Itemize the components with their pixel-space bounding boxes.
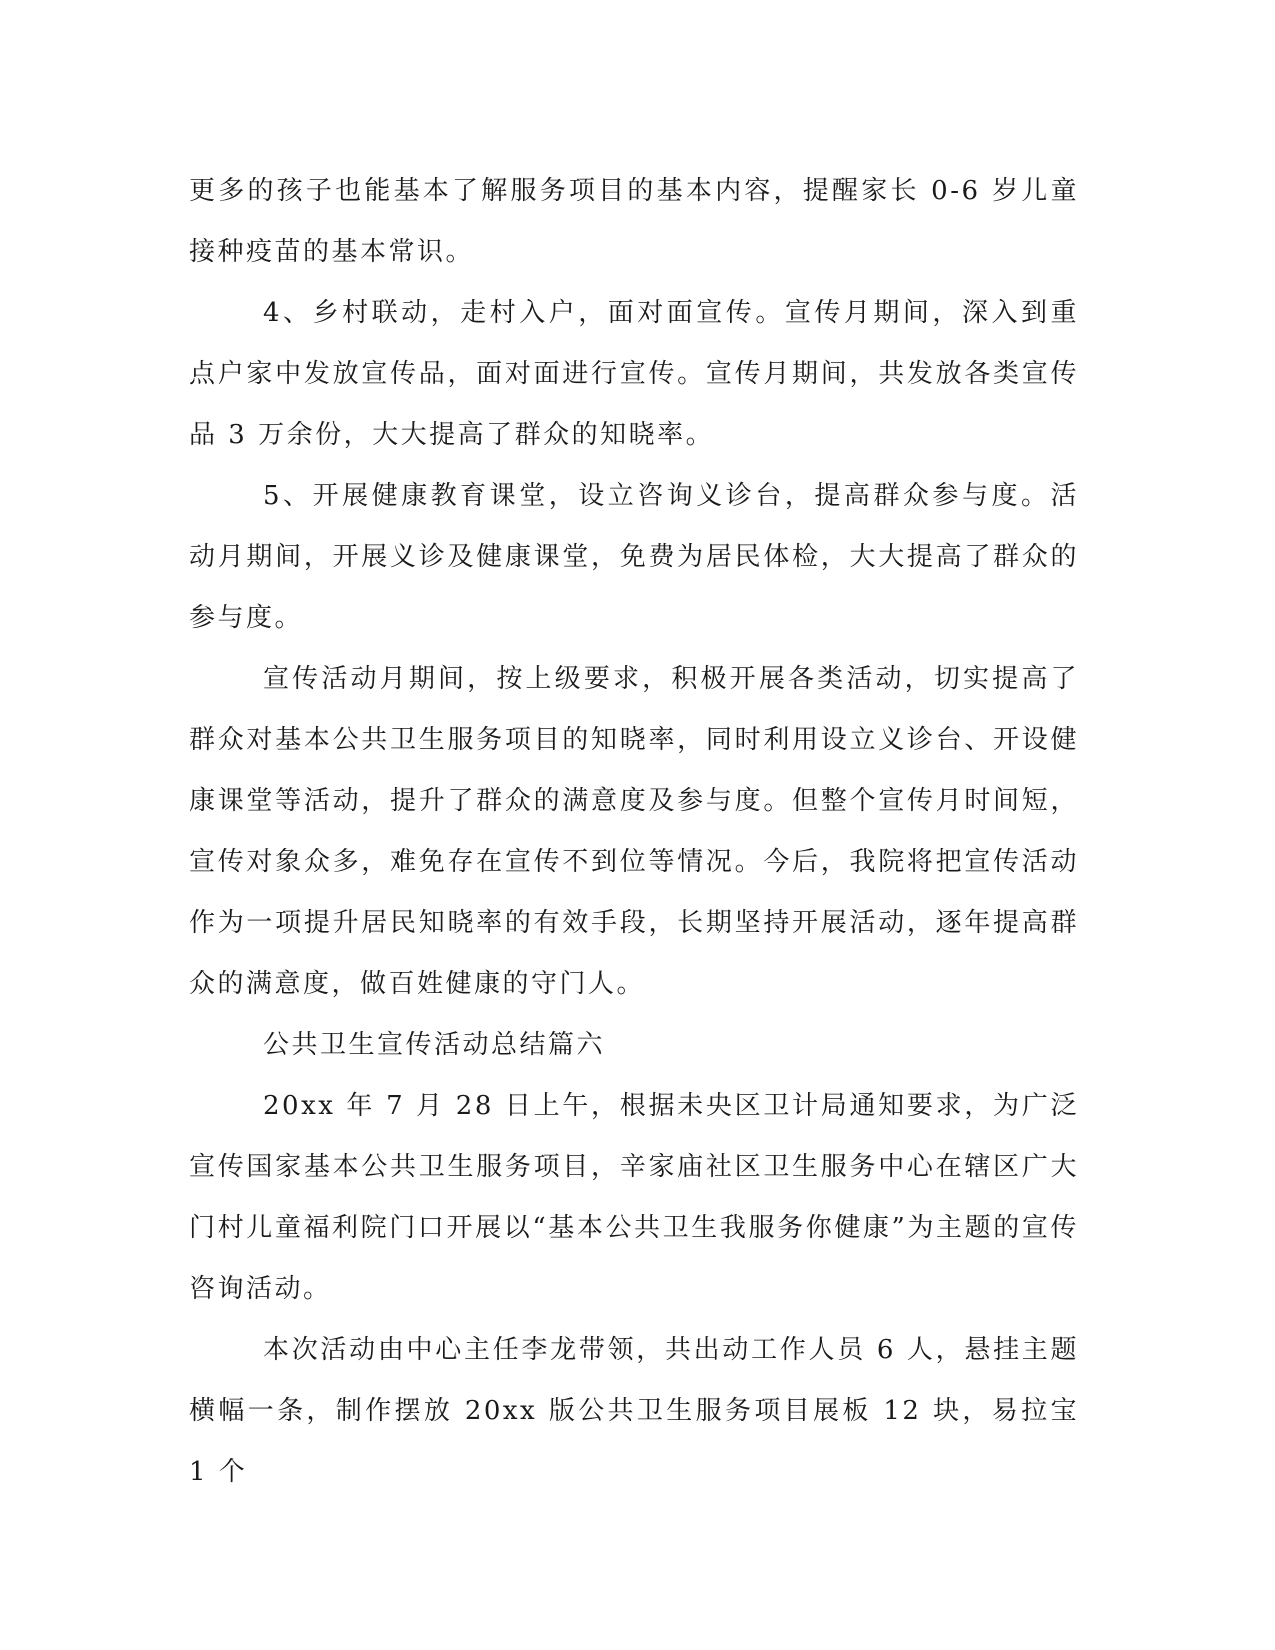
section-heading: 公共卫生宣传活动总结篇六 <box>263 1030 606 1060</box>
paragraph-continued: 更多的孩子也能基本了解服务项目的基本内容，提醒家长 0-6 岁儿童接种疫苗的基本常识。 <box>189 176 1079 267</box>
paragraph-event: 20xx 年 7 月 28 日上午，根据未央区卫计局通知要求，为广泛宣传国家基本公共卫生服务项目，辛家庙社区卫生服务中心在辖区广大门村儿童福利院门口开展以“基本公共卫生我服务你健康”为主题的宣传咨询活动。 <box>189 1091 1079 1304</box>
paragraph-item-4: 4、乡村联动，走村入户，面对面宣传。宣传月期间，深入到重点户家中发放宣传品，面对面进行宣传。宣传月期间，共发放各类宣传品 3 万余份，大大提高了群众的知晓率。 <box>189 298 1079 450</box>
paragraph-summary: 宣传活动月期间，按上级要求，积极开展各类活动，切实提高了群众对基本公共卫生服务项目的知晓率，同时利用设立义诊台、开设健康课堂等活动，提升了群众的满意度及参与度。但整个宣传月时间短，宣传对象众多，难免存在宣传不到位等情况。今后，我院将把宣传活动作为一项提升居民知晓率的有效手段，长期坚持开展活动，逐年提高群众的满意度，做百姓健康的守门人。 <box>189 664 1079 999</box>
paragraph-item-5: 5、开展健康教育课堂，设立咨询义诊台，提高群众参与度。活动月期间，开展义诊及健康课堂，免费为居民体检，大大提高了群众的参与度。 <box>189 481 1079 633</box>
document-body <box>189 161 1079 1503</box>
paragraph-staff: 本次活动由中心主任李龙带领，共出动工作人员 6 人，悬挂主题横幅一条，制作摆放 20xx 版公共卫生服务项目展板 12 块，易拉宝 1 个 <box>189 1335 1079 1487</box>
